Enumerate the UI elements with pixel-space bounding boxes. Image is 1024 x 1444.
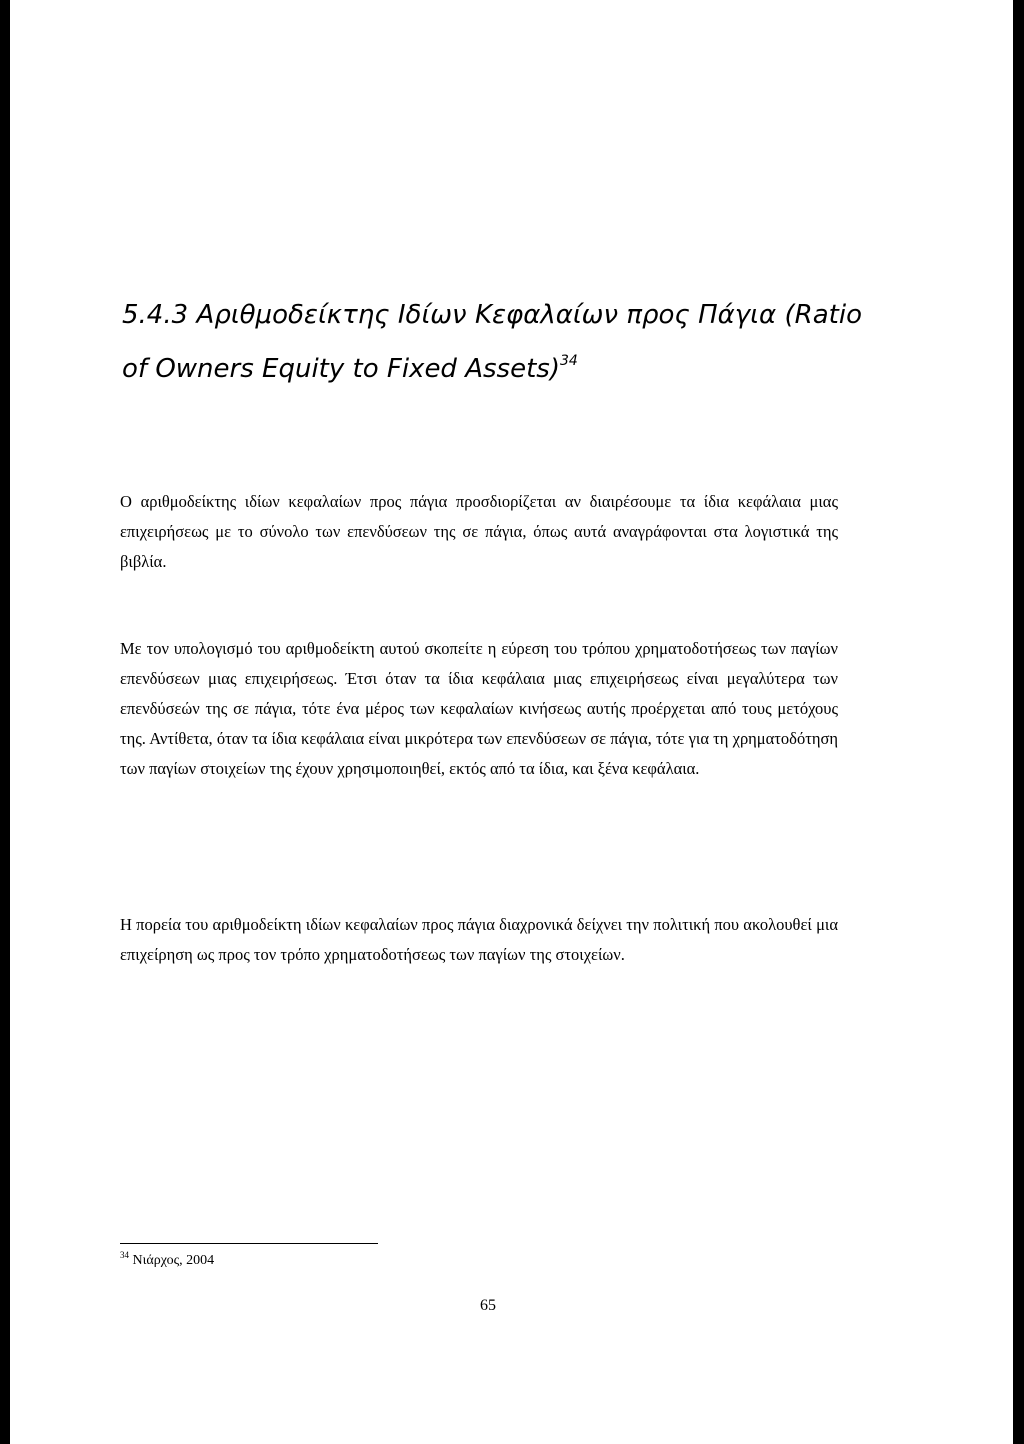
document-page — [10, 0, 1013, 1444]
footnote-reference[interactable]: 34 — [559, 353, 578, 369]
paragraph-trend: Η πορεία του αριθμοδείκτη ιδίων κεφαλαίων προς πάγια διαχρονικά δείχνει την πολιτική που ακολουθεί μια επιχείρηση ως προς τον τρόπο χρηματοδοτήσεως των παγίων της στοιχείων. — [120, 915, 838, 964]
footnote — [120, 1251, 214, 1271]
footnote-separator — [120, 1243, 378, 1244]
footnote-number: 34 — [120, 1250, 129, 1260]
section-heading-text: 5.4.3 Αριθμοδείκτης Ιδίων Κεφαλαίων προς Πάγια (Ratio of Owners Equity to Fixed Assets) — [122, 300, 862, 384]
page-number: 65 — [480, 1297, 496, 1314]
paragraph-financing: Με τον υπολογισμό του αριθμοδείκτη αυτού σκοπείτε η εύρεση του τρόπου χρηματοδοτήσεως των παγίων επενδύσεων μιας επιχειρήσεως. Έτσι όταν τα ίδια κεφάλαια μιας επιχειρήσεως είναι μεγαλύτερα των επενδύσεών της σε πάγια, τότε ένα μέρος των κεφαλαίων κινήσεως αυτής προέρχεται από τους μετόχους της. Αντίθετα, όταν τα ίδια κεφάλαια είναι μικρότερα των επενδύσεων σε πάγια, τότε για τη χρηματοδότηση των παγίων στοιχείων της έχουν χρησιμοποιηθεί, εκτός από τα ίδια, και ξένα κεφάλαια. — [120, 639, 838, 778]
paragraph-definition: Ο αριθμοδείκτης ιδίων κεφαλαίων προς πάγια προσδιορίζεται αν διαιρέσουμε τα ίδια κεφάλαια μιας επιχειρήσεως με το σύνολο των επενδύσεων της σε πάγια, όπως αυτά αναγράφονται στα λογιστικά της βιβλία. — [120, 492, 838, 571]
section-heading — [122, 288, 862, 396]
footnote-text: Νιάρχος, 2004 — [132, 1253, 215, 1268]
